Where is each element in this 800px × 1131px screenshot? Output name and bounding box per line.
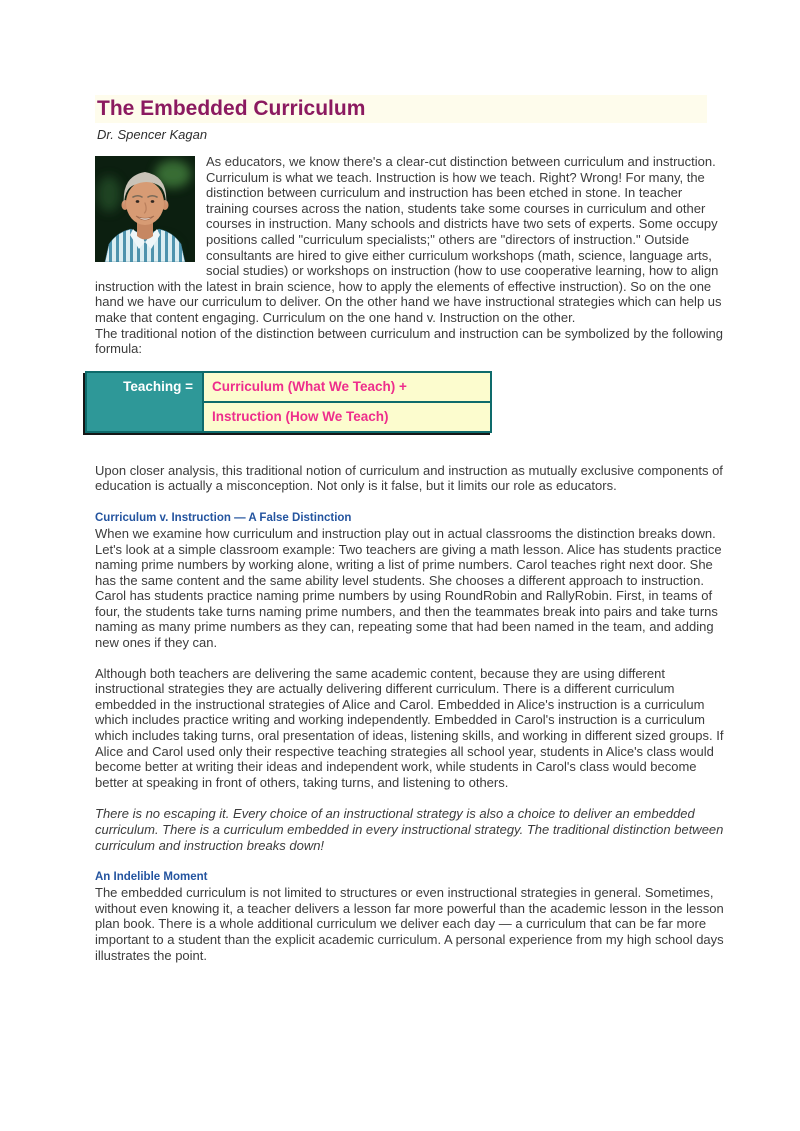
page-title: The Embedded Curriculum bbox=[97, 97, 366, 120]
byline: Dr. Spencer Kagan bbox=[97, 127, 208, 142]
paragraph-no-escaping: There is no escaping it. Every choice of an instructional strategy is also a choice to deliver an embedded curriculum. There is a curriculum embedded in every instructional strategy. The traditional distinction between curriculum and instruction breaks down! bbox=[95, 806, 724, 853]
paragraph-embedded-curriculum: The embedded curriculum is not limited to structures or even instructional strategies in general. Sometimes, without even knowing it, a teacher delivers a lesson far more powerful than the academic lesson in the lesson plan book. There is a whole additional curriculum we deliver each day — a curriculum that can be far more important to a student than the explicit academic curriculum. A personal experience from my high school days illustrates the point. bbox=[95, 885, 724, 963]
section-heading-indelible-moment: An Indelible Moment bbox=[95, 871, 208, 884]
formula-curriculum-cell: Curriculum (What We Teach) + bbox=[203, 372, 491, 402]
paragraph-intro: As educators, we know there's a clear-cut distinction between curriculum and instruction. Curriculum is what we teach. Instruction is how we teach. Right? Wrong! For many, the distinction between curriculum and instruction has been etched in stone. In teacher training courses across the nation, students take some courses in curriculum and other courses in instruction. Many schools and districts have two sets of experts. Some occupy positions called "curriculum specialists;" others are "directors of instruction." Outside consultants are hired to give either curriculum workshops (math, science, language arts, social studies) or workshops on instruction (how to use cooperative learning, how to align instruction with the latest in brain science, how to apply the elements of effective instruction). So on the one hand we have our curriculum to deliver. On the other hand we have instructional strategies which can help us make that content engaging. Curriculum on the one hand v. Instruction on the other. bbox=[95, 154, 722, 325]
section-heading-false-distinction: Curriculum v. Instruction — A False Distinction bbox=[95, 511, 352, 524]
author-photo bbox=[95, 156, 195, 262]
author-photo-image bbox=[95, 156, 195, 262]
title-bar bbox=[95, 95, 707, 123]
paragraph-when-we-examine: When we examine how curriculum and instruction play out in actual classrooms the distinction breaks down. Let's look at a simple classroom example: Two teachers are giving a math lesson. Alice has students practice naming prime numbers by working alone, writing a list of prime numbers. Carol teaches right next door. She has the same content and the same ability level students. She chooses a different approach to instruction. Carol has students practice naming prime numbers by using RoundRobin and RallyRobin. First, in teams of four, the students take turns naming prime numbers, and then the teammates break into pairs and take turns naming as many prime numbers as they can, repeating some that had been named in the team, and adding new ones if they can. bbox=[95, 525, 722, 651]
paragraph-formula-intro: The traditional notion of the distinction between curriculum and instruction can be symbolized by the following formula: bbox=[95, 325, 723, 357]
formula-instruction-cell: Instruction (How We Teach) bbox=[203, 402, 491, 432]
formula-lhs-cell: Teaching = bbox=[86, 372, 203, 432]
paragraph-upon-closer-analysis: Upon closer analysis, this traditional notion of curriculum and instruction as mutually exclusive components of education is actually a misconception. Not only is it false, but it limits our role as educators. bbox=[95, 462, 723, 494]
formula-table-wrapper bbox=[85, 371, 725, 433]
article-body bbox=[95, 154, 725, 963]
paragraph-although-both-teachers: Although both teachers are delivering the same academic content, because they are using different instructional strategies they are actually delivering different curriculum. There is a different curriculum embedded in the instructional strategies of Alice and Carol. Embedded in Alice's instruction is a curriculum which includes practice writing and working independently. Embedded in Carol's instruction is a curriculum which includes taking turns, oral presentation of ideas, listening skills, and working in different sized groups. If Alice and Carol used only their respective teaching strategies all school year, students in Alice's class would become better at writing their ideas and independent work, while students in Carol's class would become better at speaking in front of others, taking turns, and listening to others. bbox=[95, 665, 724, 790]
formula-table bbox=[85, 371, 492, 433]
formula-row-1 bbox=[86, 372, 491, 402]
